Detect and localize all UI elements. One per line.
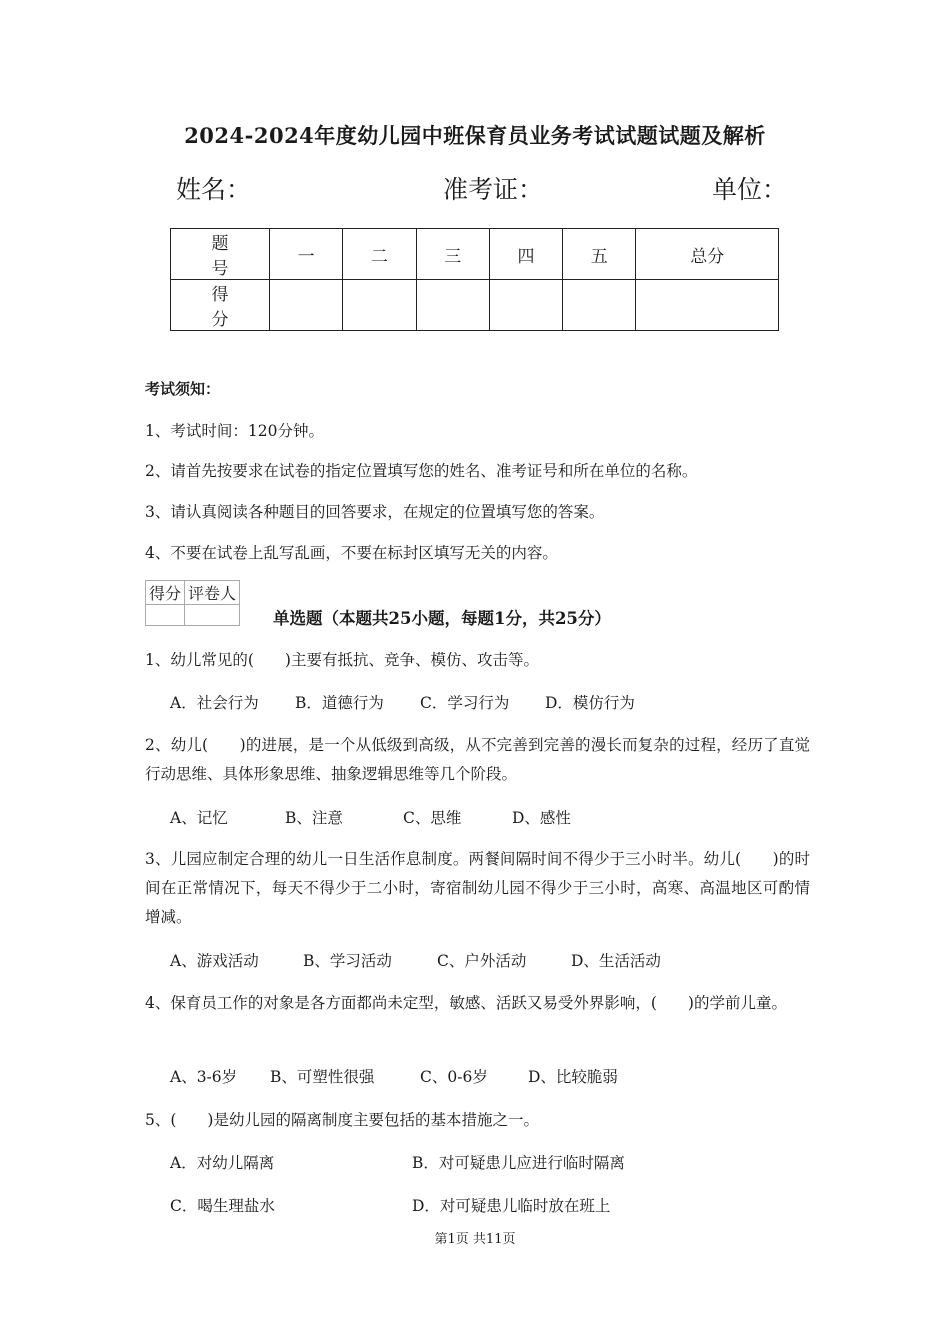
score-table-col: 二 — [343, 229, 416, 280]
unit-field-label: 单位： — [712, 175, 788, 204]
option-a[interactable]: A、游戏活动 — [170, 952, 259, 970]
score-table-score-row — [171, 280, 779, 331]
option-b[interactable]: B．对可疑患儿应进行临时隔离 — [412, 1154, 625, 1172]
notice-title: 考试须知： — [145, 380, 221, 398]
score-cell[interactable] — [636, 280, 779, 331]
option-b[interactable]: B、学习活动 — [303, 952, 392, 970]
section-title: 单选题（本题共25小题，每题1分，共25分） — [273, 609, 611, 628]
score-cell[interactable] — [563, 280, 636, 331]
question-text: 1、幼儿常见的( )主要有抵抗、竞争、模仿、攻击等。 — [145, 651, 539, 669]
option-c[interactable]: C、户外活动 — [437, 952, 527, 970]
score-table-col: 三 — [416, 229, 489, 280]
question-text: 4、保育员工作的对象是各方面都尚未定型，敏感、活跃又易受外界影响，( )的学前儿童。 — [145, 994, 787, 1012]
question-text: 3、儿园应制定合理的幼儿一日生活作息制度。两餐间隔时间不得少于三小时半。幼儿( )的时间在正常情况下，每天不得少于二小时，寄宿制幼儿园不得少于三小时，高寒、高温地区可酌情增减。 — [145, 850, 810, 926]
question-text: 2、幼儿( )的进展，是一个从低级到高级，从不完善到完善的漫长而复杂的过程，经历了直觉行动思维、具体形象思维、抽象逻辑思维等几个阶段。 — [145, 736, 810, 783]
grader-name-label: 评卷人 — [185, 581, 240, 605]
score-table — [170, 228, 779, 331]
option-a[interactable]: A．对幼儿隔离 — [170, 1154, 275, 1172]
option-d[interactable]: D．对可疑患儿临时放在班上 — [412, 1197, 611, 1215]
option-a[interactable]: A．社会行为 — [170, 694, 259, 712]
option-c[interactable]: C．学习行为 — [420, 694, 510, 712]
notice-item: 1、考试时间：120分钟。 — [145, 422, 324, 440]
score-table-header-row — [171, 229, 779, 280]
grader-box — [145, 580, 240, 626]
option-d[interactable]: D、生活活动 — [571, 952, 661, 970]
question-text: 5、( )是幼儿园的隔离制度主要包括的基本措施之一。 — [145, 1111, 539, 1129]
option-d[interactable]: D．模仿行为 — [545, 694, 635, 712]
option-b[interactable]: B、注意 — [285, 809, 343, 827]
notice-item: 3、请认真阅读各种题目的回答要求，在规定的位置填写您的答案。 — [145, 503, 605, 521]
score-cell[interactable] — [343, 280, 416, 331]
notice-item: 2、请首先按要求在试卷的指定位置填写您的姓名、准考证号和所在单位的名称。 — [145, 462, 698, 480]
grader-score-label: 得分 — [146, 581, 185, 605]
option-d[interactable]: D、感性 — [512, 809, 571, 827]
score-cell[interactable] — [489, 280, 562, 331]
page-title: 2024-2024年度幼儿园中班保育员业务考试试题试题及解析 — [184, 123, 766, 148]
name-field-label: 姓名： — [176, 175, 252, 204]
grader-name-cell[interactable] — [185, 605, 240, 626]
option-c[interactable]: C．喝生理盐水 — [170, 1197, 275, 1215]
score-cell[interactable] — [416, 280, 489, 331]
option-a[interactable]: A、记忆 — [170, 809, 228, 827]
score-cell[interactable] — [270, 280, 343, 331]
page-footer: 第1页 共11页 — [434, 1232, 516, 1247]
option-b[interactable]: B．道德行为 — [295, 694, 384, 712]
option-d[interactable]: D、比较脆弱 — [528, 1068, 618, 1086]
grader-score-cell[interactable] — [146, 605, 185, 626]
score-table-col: 总分 — [636, 229, 779, 280]
score-table-col: 四 — [489, 229, 562, 280]
score-table-col: 五 — [563, 229, 636, 280]
option-c[interactable]: C、0-6岁 — [420, 1068, 488, 1086]
option-c[interactable]: C、思维 — [403, 809, 462, 827]
score-table-col: 一 — [270, 229, 343, 280]
exam-id-field-label: 准考证： — [443, 175, 544, 204]
score-table-row1-label: 题 号 — [171, 229, 270, 280]
option-b[interactable]: B、可塑性很强 — [270, 1068, 375, 1086]
score-table-row2-label: 得 分 — [171, 280, 270, 331]
option-a[interactable]: A、3-6岁 — [170, 1068, 238, 1086]
notice-item: 4、不要在试卷上乱写乱画，不要在标封区填写无关的内容。 — [145, 544, 558, 562]
